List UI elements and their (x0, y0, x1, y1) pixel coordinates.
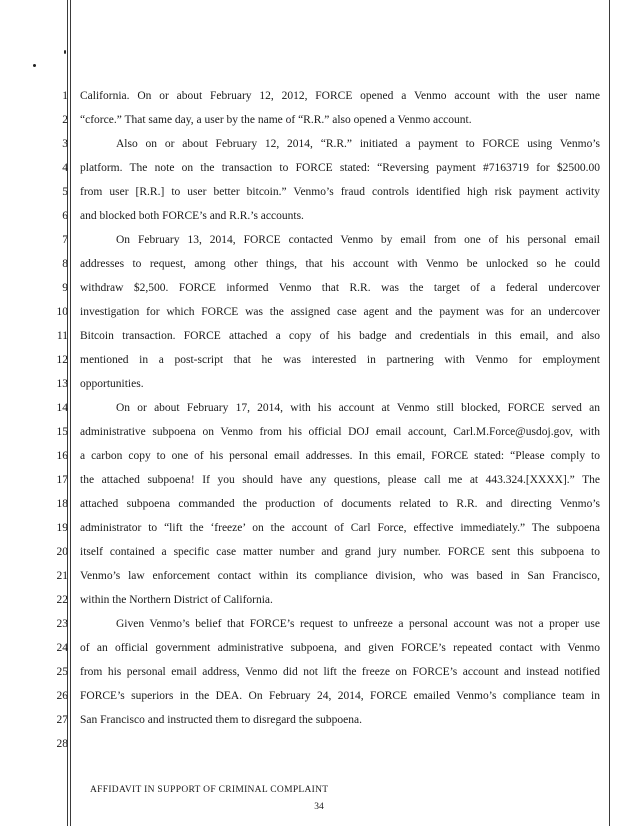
text-line: mentioned in a post-script that he was interested in partnering with Venmo for employment (80, 354, 600, 366)
text-line: San Francisco and instructed them to disregard the subpoena. (80, 714, 362, 726)
line-number: 23 (56, 618, 68, 630)
line-number: 11 (56, 330, 68, 342)
scan-mark (64, 50, 66, 54)
text-line: Also on or about February 12, 2014, “R.R.” initiated a payment to FORCE using Venmo’s (116, 138, 600, 150)
text-line: On or about February 17, 2014, with his account at Venmo still blocked, FORCE served an (116, 402, 600, 414)
line-number: 9 (62, 282, 68, 294)
text-line: California. On or about February 12, 2012, FORCE opened a Venmo account with the user name (80, 90, 600, 102)
line-number: 7 (62, 234, 68, 246)
text-line: itself contained a specific case matter number and grand jury number. FORCE sent this subpoena to (80, 546, 600, 558)
line-number: 12 (56, 354, 68, 366)
page-number: 34 (314, 802, 324, 812)
line-number: 4 (62, 162, 68, 174)
line-number: 18 (56, 498, 68, 510)
text-line: from user [R.R.] to user better bitcoin.” Venmo’s fraud controls identified high risk payment activity (80, 186, 600, 198)
line-number: 15 (56, 426, 68, 438)
line-number: 8 (62, 258, 68, 270)
text-line: “cforce.” That same day, a user by the name of “R.R.” also opened a Venmo account. (80, 114, 472, 126)
line-number: 1 (62, 90, 68, 102)
text-line: Given Venmo’s belief that FORCE’s request to unfreeze a personal account was not a proper use (116, 618, 600, 630)
line-number: 25 (56, 666, 68, 678)
line-number: 6 (62, 210, 68, 222)
line-number: 24 (56, 642, 68, 654)
text-line: from his personal email address, Venmo did not lift the freeze on FORCE’s account and instead notified (80, 666, 600, 678)
line-number: 14 (56, 402, 68, 414)
line-number: 19 (56, 522, 68, 534)
scan-mark (33, 64, 36, 67)
text-line: the attached subpoena! If you should have any questions, please call me at 443.324.[XXXX].” The (80, 474, 600, 486)
line-number: 28 (56, 738, 68, 750)
text-line: administrative subpoena on Venmo from his official DOJ email account, Carl.M.Force@usdoj.gov, with (80, 426, 600, 438)
text-line: opportunities. (80, 378, 144, 390)
text-line: Venmo’s law enforcement contact within its compliance division, who was based in San Francisco, (80, 570, 600, 582)
text-line: FORCE’s superiors in the DEA. On February 24, 2014, FORCE emailed Venmo’s compliance team in (80, 690, 600, 702)
left-margin-rule-inner (70, 0, 71, 826)
text-line: within the Northern District of California. (80, 594, 273, 606)
line-number: 20 (56, 546, 68, 558)
text-line: addresses to request, among other things, that his account with Venmo be unlocked so he could (80, 258, 600, 270)
text-line: a carbon copy to one of his personal email addresses. In this email, FORCE stated: “Please comply to (80, 450, 600, 462)
line-number: 13 (56, 378, 68, 390)
document-footer (90, 785, 590, 795)
line-number: 22 (56, 594, 68, 606)
text-line: platform. The note on the transaction to FORCE stated: “Reversing payment #7163719 for $2500.00 (80, 162, 600, 174)
line-number: 16 (56, 450, 68, 462)
line-number: 3 (62, 138, 68, 150)
line-number: 5 (62, 186, 68, 198)
footer-title: AFFIDAVIT IN SUPPORT OF CRIMINAL COMPLAINT (90, 785, 329, 795)
text-line: and blocked both FORCE’s and R.R.’s accounts. (80, 210, 304, 222)
text-line: On February 13, 2014, FORCE contacted Venmo by email from one of his personal email (116, 234, 600, 246)
line-number: 10 (56, 306, 68, 318)
text-line: investigation for which FORCE was the assigned case agent and the payment was for an undercover (80, 306, 600, 318)
text-line: withdraw $2,500. FORCE informed Venmo that R.R. was the target of a federal undercover (80, 282, 600, 294)
line-number: 27 (56, 714, 68, 726)
text-line: of an official government administrative subpoena, and given FORCE’s repeated contact with Venmo (80, 642, 600, 654)
line-number: 2 (62, 114, 68, 126)
right-margin-rule (609, 0, 610, 826)
text-line: Bitcoin transaction. FORCE attached a copy of his badge and credentials in this email, and also (80, 330, 600, 342)
text-line: administrator to “lift the ‘freeze’ on the account of Carl Force, effective immediately.” The subpoena (80, 522, 600, 534)
line-number: 26 (56, 690, 68, 702)
text-line: attached subpoena commanded the production of documents related to R.R. and directing Venmo’s (80, 498, 600, 510)
line-number: 17 (56, 474, 68, 486)
line-number: 21 (56, 570, 68, 582)
